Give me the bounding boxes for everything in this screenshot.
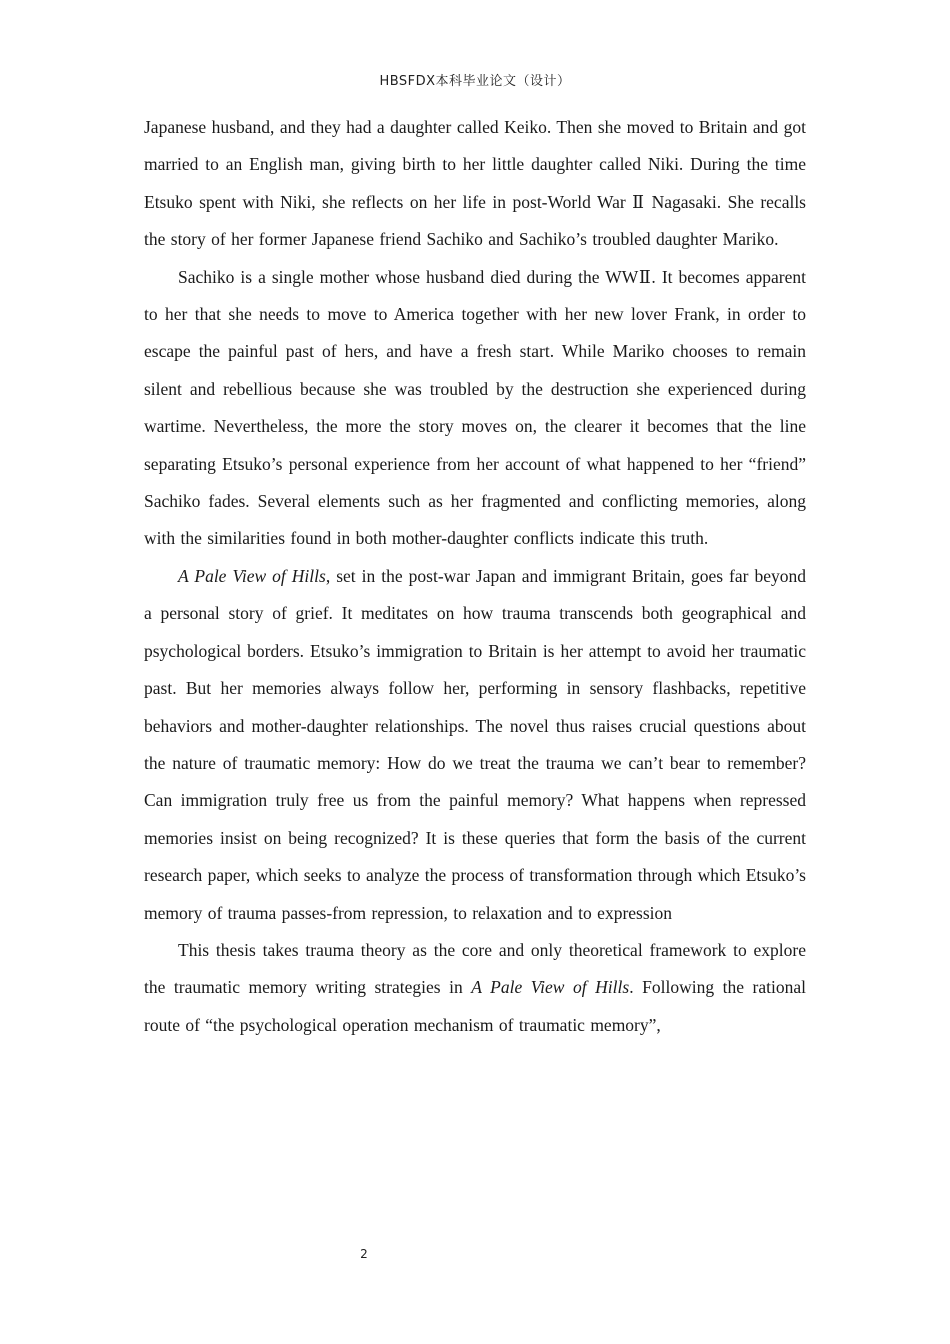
paragraph-3 (144, 558, 806, 932)
paragraph-4 (144, 932, 806, 1044)
body-text (144, 109, 806, 1044)
paragraph-1: Japanese husband, and they had a daughter called Keiko. Then she moved to Britain and got married to an English man, giving birth to her little daughter called Niki. During the time Etsuko spent with Niki, she reflects on her life in post-World War Ⅱ Nagasaki. She recalls the story of her former Japanese friend Sachiko and Sachiko’s troubled daughter Mariko. (144, 117, 806, 250)
paragraph-3-text: , set in the post-war Japan and immigrant Britain, goes far beyond a personal story of grief. It meditates on how trauma transcends both geographical and psychological borders. Etsuko’s immigration to Britain is her attempt to avoid her traumatic past. But her memories always follow her, performing in sensory flashbacks, repetitive behaviors and mother-daughter relationships. The novel thus raises crucial questions about the nature of traumatic memory: How do we treat the trauma we can’t bear to remember? Can immigration truly free us from the painful memory? What happens when repressed memories insist on being recognized? It is these queries that form the basis of the current research paper, which seeks to analyze the process of transformation through which Etsuko’s memory of trauma passes-from repression, to relaxation and to expression (144, 565, 806, 923)
running-header: HBSFDX本科毕业论文（设计） (379, 74, 571, 89)
page-number: 2 (360, 1247, 368, 1261)
paragraph-4-text-start: This thesis takes trauma theory as the core and only theoretical framework to explore the traumatic memory writing strategies in (144, 939, 806, 998)
paragraph-4-text-end: . Following the rational route of “the psychological operation mechanism of traumatic memory”, (144, 977, 806, 1035)
novel-title: A Pale View of Hills (178, 565, 326, 586)
paragraph-2: Sachiko is a single mother whose husband died during the WWⅡ. It becomes apparent to her that she needs to move to America together with her new lover Frank, in order to escape the painful past of hers, and have a fresh start. While Mariko chooses to remain silent and rebellious because she was troubled by the destruction she experienced during wartime. Nevertheless, the more the story moves on, the clearer it becomes that the line separating Etsuko’s personal experience from her account of what happened to her “friend” Sachiko fades. Several elements such as her fragmented and conflicting memories, along with the similarities found in both mother-daughter conflicts indicate this truth. (144, 266, 806, 549)
novel-title: A Pale View of Hills (471, 977, 630, 998)
